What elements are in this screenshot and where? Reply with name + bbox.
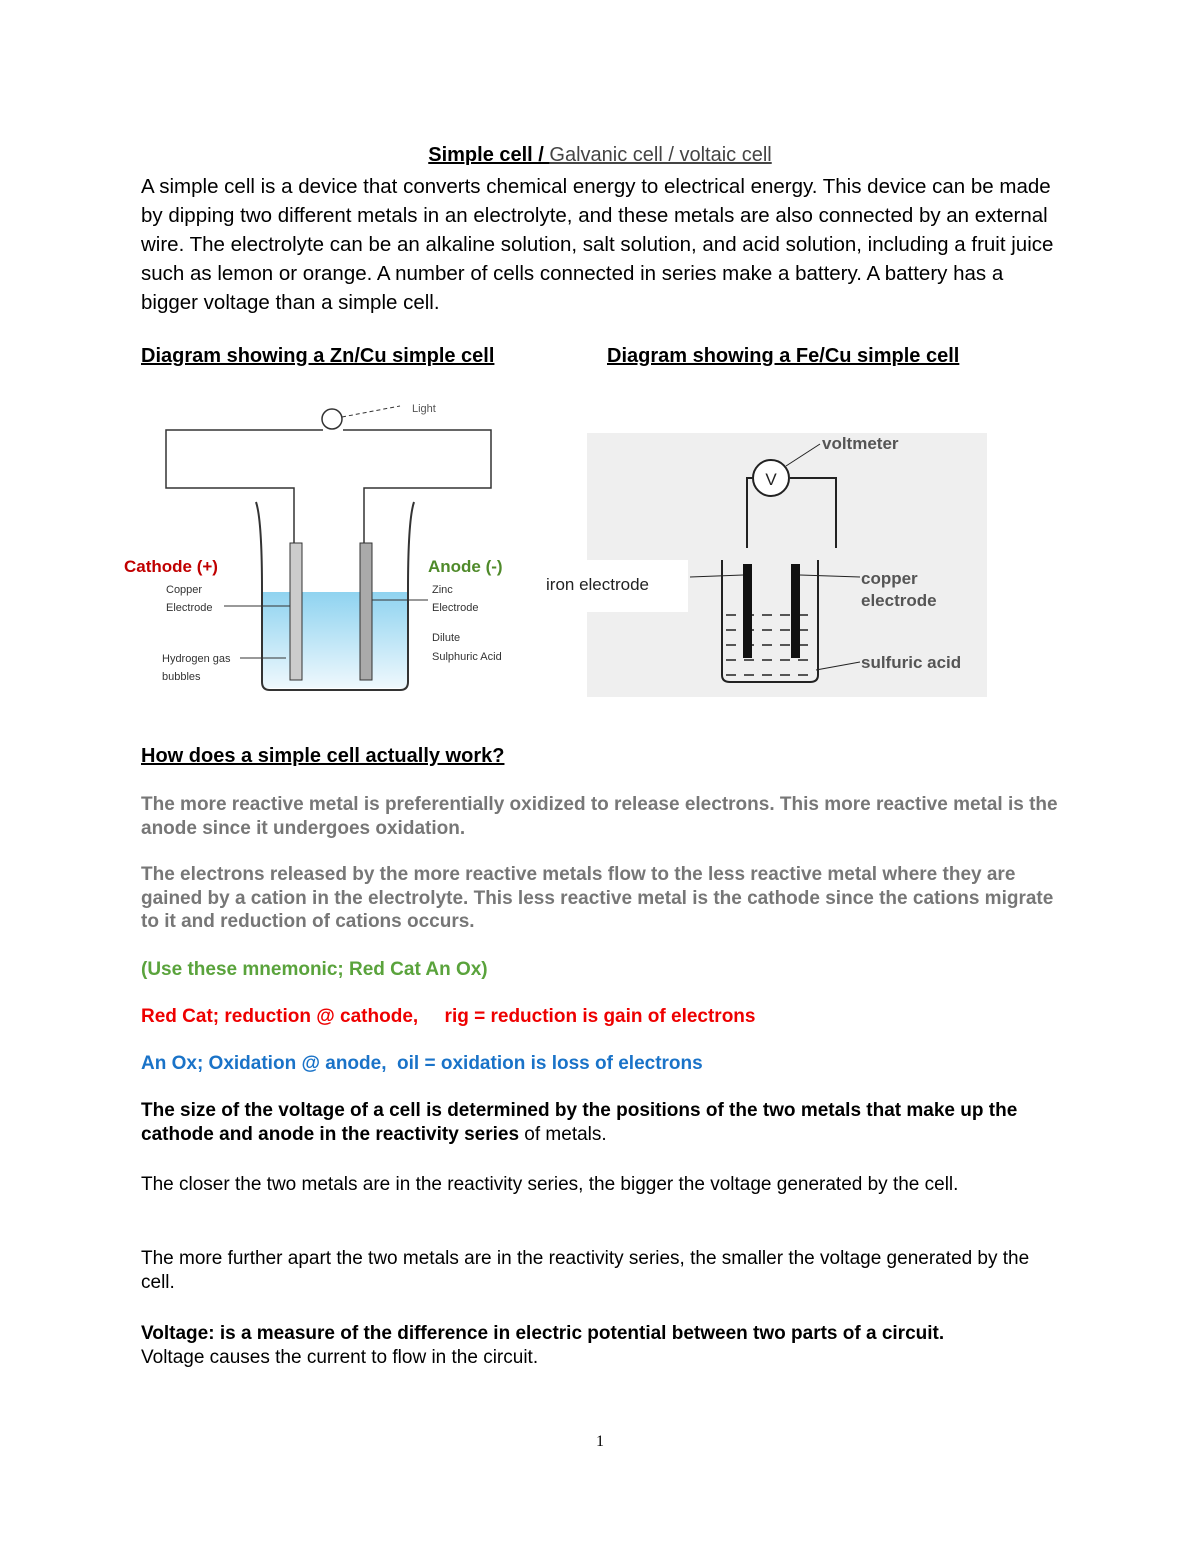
intro-paragraph: A simple cell is a device that converts chemical energy to electrical energy. This device can be made by dipping two different metals in an electrolyte, and these metals are also connected by an external wire. The electrolyte can be an alkaline solution, salt solution, and acid solution, including a fruit juice such as lemon or orange. A number of cells connected in series make a battery. A battery has a bigger voltage than a simple cell. bbox=[141, 175, 1054, 314]
copper-electrode bbox=[290, 543, 302, 680]
voltage-size-paragraph: The size of the voltage of a cell is determined by the positions of the two metals that make up the cathode and anode in the reactivity series of metals. bbox=[141, 1100, 1018, 1145]
paragraph-anode: The more reactive metal is preferentially oxidized to release electrons. This more reactive metal is the anode since it undergoes oxidation. bbox=[141, 794, 1058, 839]
svg-text:Electrode: Electrode bbox=[166, 602, 213, 614]
svg-text:Light: Light bbox=[412, 403, 436, 415]
svg-text:sulfuric acid: sulfuric acid bbox=[861, 653, 962, 672]
svg-text:Anode (-): Anode (-) bbox=[428, 557, 503, 576]
svg-text:V: V bbox=[765, 470, 777, 489]
voltage-definition: Voltage: is a measure of the difference in electric potential between two parts of a circuit. Voltage causes the current to flow in the circuit. bbox=[141, 1323, 945, 1368]
svg-text:Copper: Copper bbox=[166, 584, 203, 596]
an-ox-rule: An Ox; Oxidation @ anode, oil = oxidation is loss of electrons bbox=[141, 1053, 703, 1074]
svg-text:voltmeter: voltmeter bbox=[822, 434, 899, 453]
closer-paragraph: The closer the two metals are in the reactivity series, the bigger the voltage generated by the cell. bbox=[141, 1174, 959, 1195]
svg-text:Dilute: Dilute bbox=[432, 632, 461, 644]
svg-text:bubbles: bubbles bbox=[162, 671, 201, 683]
zinc-electrode bbox=[360, 543, 372, 680]
red-cat-rule: Red Cat; reduction @ cathode, rig = reduction is gain of electrons bbox=[141, 1006, 756, 1027]
svg-text:Electrode: Electrode bbox=[432, 602, 479, 614]
diagram1-heading: Diagram showing a Zn/Cu simple cell bbox=[141, 345, 495, 367]
svg-text:Hydrogen gas: Hydrogen gas bbox=[162, 653, 231, 665]
svg-text:Zinc: Zinc bbox=[432, 584, 453, 596]
diagram2-heading: Diagram showing a Fe/Cu simple cell bbox=[607, 345, 960, 367]
further-paragraph: The more further apart the two metals are in the reactivity series, the smaller the voltage generated by the cell. bbox=[141, 1248, 1030, 1293]
svg-text:copper: copper bbox=[861, 569, 918, 588]
svg-text:Cathode (+): Cathode (+) bbox=[124, 557, 218, 576]
paragraph-cathode: The electrons released by the more reactive metals flow to the less reactive metal where they are gained by a cation in the electrolyte. This less reactive metal is the cathode since the cations migrate to it and reduction of cations occurs. bbox=[141, 864, 1054, 932]
bulb-icon bbox=[322, 409, 342, 429]
wire bbox=[166, 430, 491, 543]
page-number: 1 bbox=[596, 1433, 604, 1450]
fe-cu-cell-diagram bbox=[540, 430, 990, 700]
section-heading: How does a simple cell actually work? bbox=[141, 745, 505, 767]
zn-cu-cell-diagram bbox=[110, 390, 540, 700]
svg-text:iron electrode: iron electrode bbox=[546, 575, 650, 594]
svg-text:Sulphuric Acid: Sulphuric Acid bbox=[432, 651, 502, 663]
svg-text:electrode: electrode bbox=[861, 591, 937, 610]
page-title: Simple cell / Galvanic cell / voltaic cell bbox=[428, 144, 772, 166]
iron-electrode bbox=[743, 564, 752, 658]
mnemonic-note: (Use these mnemonic; Red Cat An Ox) bbox=[141, 959, 488, 980]
copper-electrode bbox=[791, 564, 800, 658]
